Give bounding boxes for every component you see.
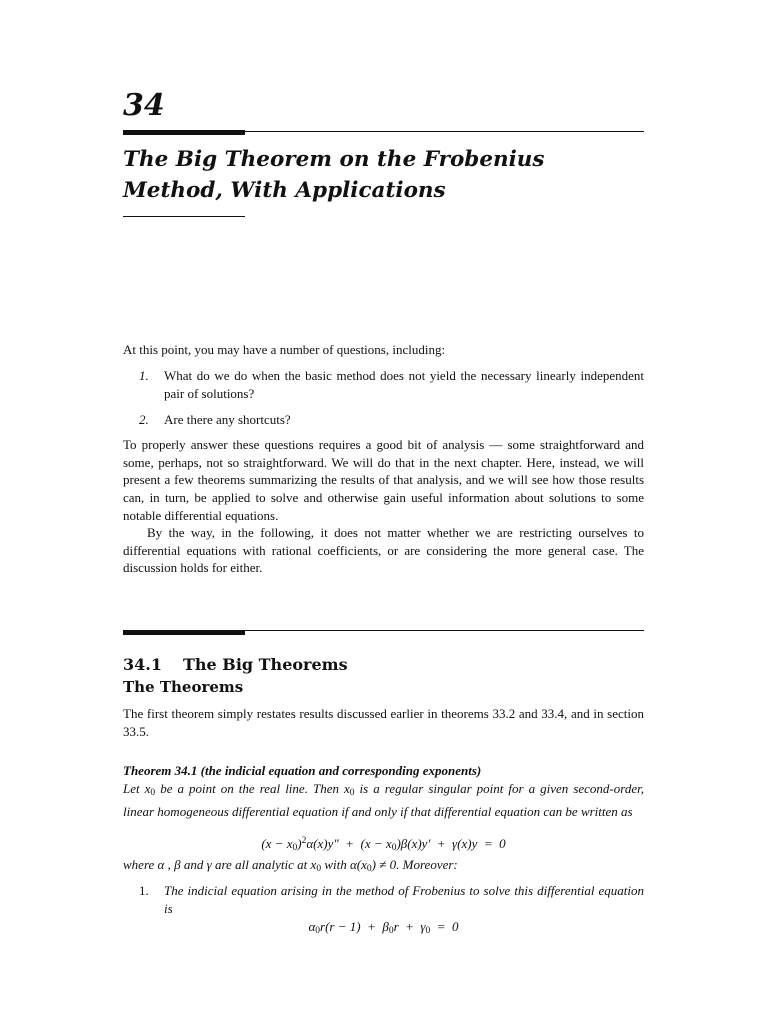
section-number: 34.1: [123, 655, 162, 674]
section-title: The Big Theorems: [183, 655, 348, 674]
where-text-a: where: [123, 857, 155, 872]
theorem-conditions: where α , β and γ are all analytic at $x_0$ with $\alpha(x_0) \ne 0$. Moreover:: [123, 857, 458, 874]
intro-paragraph-1: To properly answer these questions requires a good bit of analysis — some straightforward and some, perhaps, not so straightforward. We will do that in the next chapter. Here, instead, we will present a few theorems summarizing the results of that analysis, and we will see how those results can, in turn, be applied to solve and otherwise gain useful information about solutions to some notable differential equations.: [123, 437, 644, 523]
equation-standard-form: $(x - x_0)^2\alpha(x)y'' + (x - x_0)\beta(x)y' + \gamma(x)y = 0$: [261, 836, 506, 853]
chapter-title-line1: The Big Theorem on the Frobenius: [123, 147, 545, 172]
where-text-d: with: [324, 857, 347, 872]
title-underline: [123, 216, 245, 217]
subsection-title: The Theorems: [123, 678, 244, 696]
chapter-title-line2: Method, With Applications: [123, 178, 446, 203]
question-item: [123, 411, 644, 429]
page: [123, 0, 644, 1024]
question-text: What do we do when the basic method does not yield the necessary linearly independent pair of solutions?: [164, 368, 644, 401]
theorem-item: [123, 882, 644, 918]
where-text-b: and: [183, 857, 204, 872]
where-text-e: . Moreover:: [396, 857, 458, 872]
chapter-number: 34: [123, 88, 165, 123]
question-number: 1.: [139, 368, 149, 383]
chapter-rule-thin: [123, 131, 644, 132]
theorem-item-number: 1.: [139, 883, 149, 898]
theorem-statement: Let $x_0$ be a point on the real line. Then $x_0$ is a regular singular point for a given second-order, linear homogeneous differential equation if and only if that differential equation can be written as: [123, 781, 644, 819]
theorem-item-text: The indicial equation arising in the method of Frobenius to solve this differential equation is: [164, 883, 644, 916]
where-text-c: are all analytic at: [214, 857, 308, 872]
intro-paragraph-2: By the way, in the following, it does not matter whether we are restricting ourselves to differential equations with rational coefficients, or are considering the more general case. The discussion holds for either.: [123, 525, 644, 576]
section-intro: The first theorem simply restates results discussed earlier in theorems 33.2 and 33.4, and in section 33.5.: [123, 706, 644, 739]
question-text: Are there any shortcuts?: [164, 412, 291, 427]
theorem-text-b: be a point on the real line. Then: [160, 781, 339, 796]
question-item: [123, 367, 644, 403]
theorem-heading: Theorem 34.1 (the indicial equation and corresponding exponents): [123, 763, 482, 778]
chapter-title: [123, 144, 644, 206]
theorem-text-c: is a regular singular point for a given second-order, linear homogeneous differential equation if and only if that differential equation can be written as: [123, 781, 644, 819]
question-number: 2.: [139, 412, 149, 427]
intro-lead: At this point, you may have a number of questions, including:: [123, 342, 446, 357]
theorem-text-a: Let: [123, 781, 140, 796]
section-rule-thin: [123, 630, 644, 631]
equation-indicial: $\alpha_0r(r - 1) + \beta_0r + \gamma_0 = 0$: [308, 919, 459, 936]
